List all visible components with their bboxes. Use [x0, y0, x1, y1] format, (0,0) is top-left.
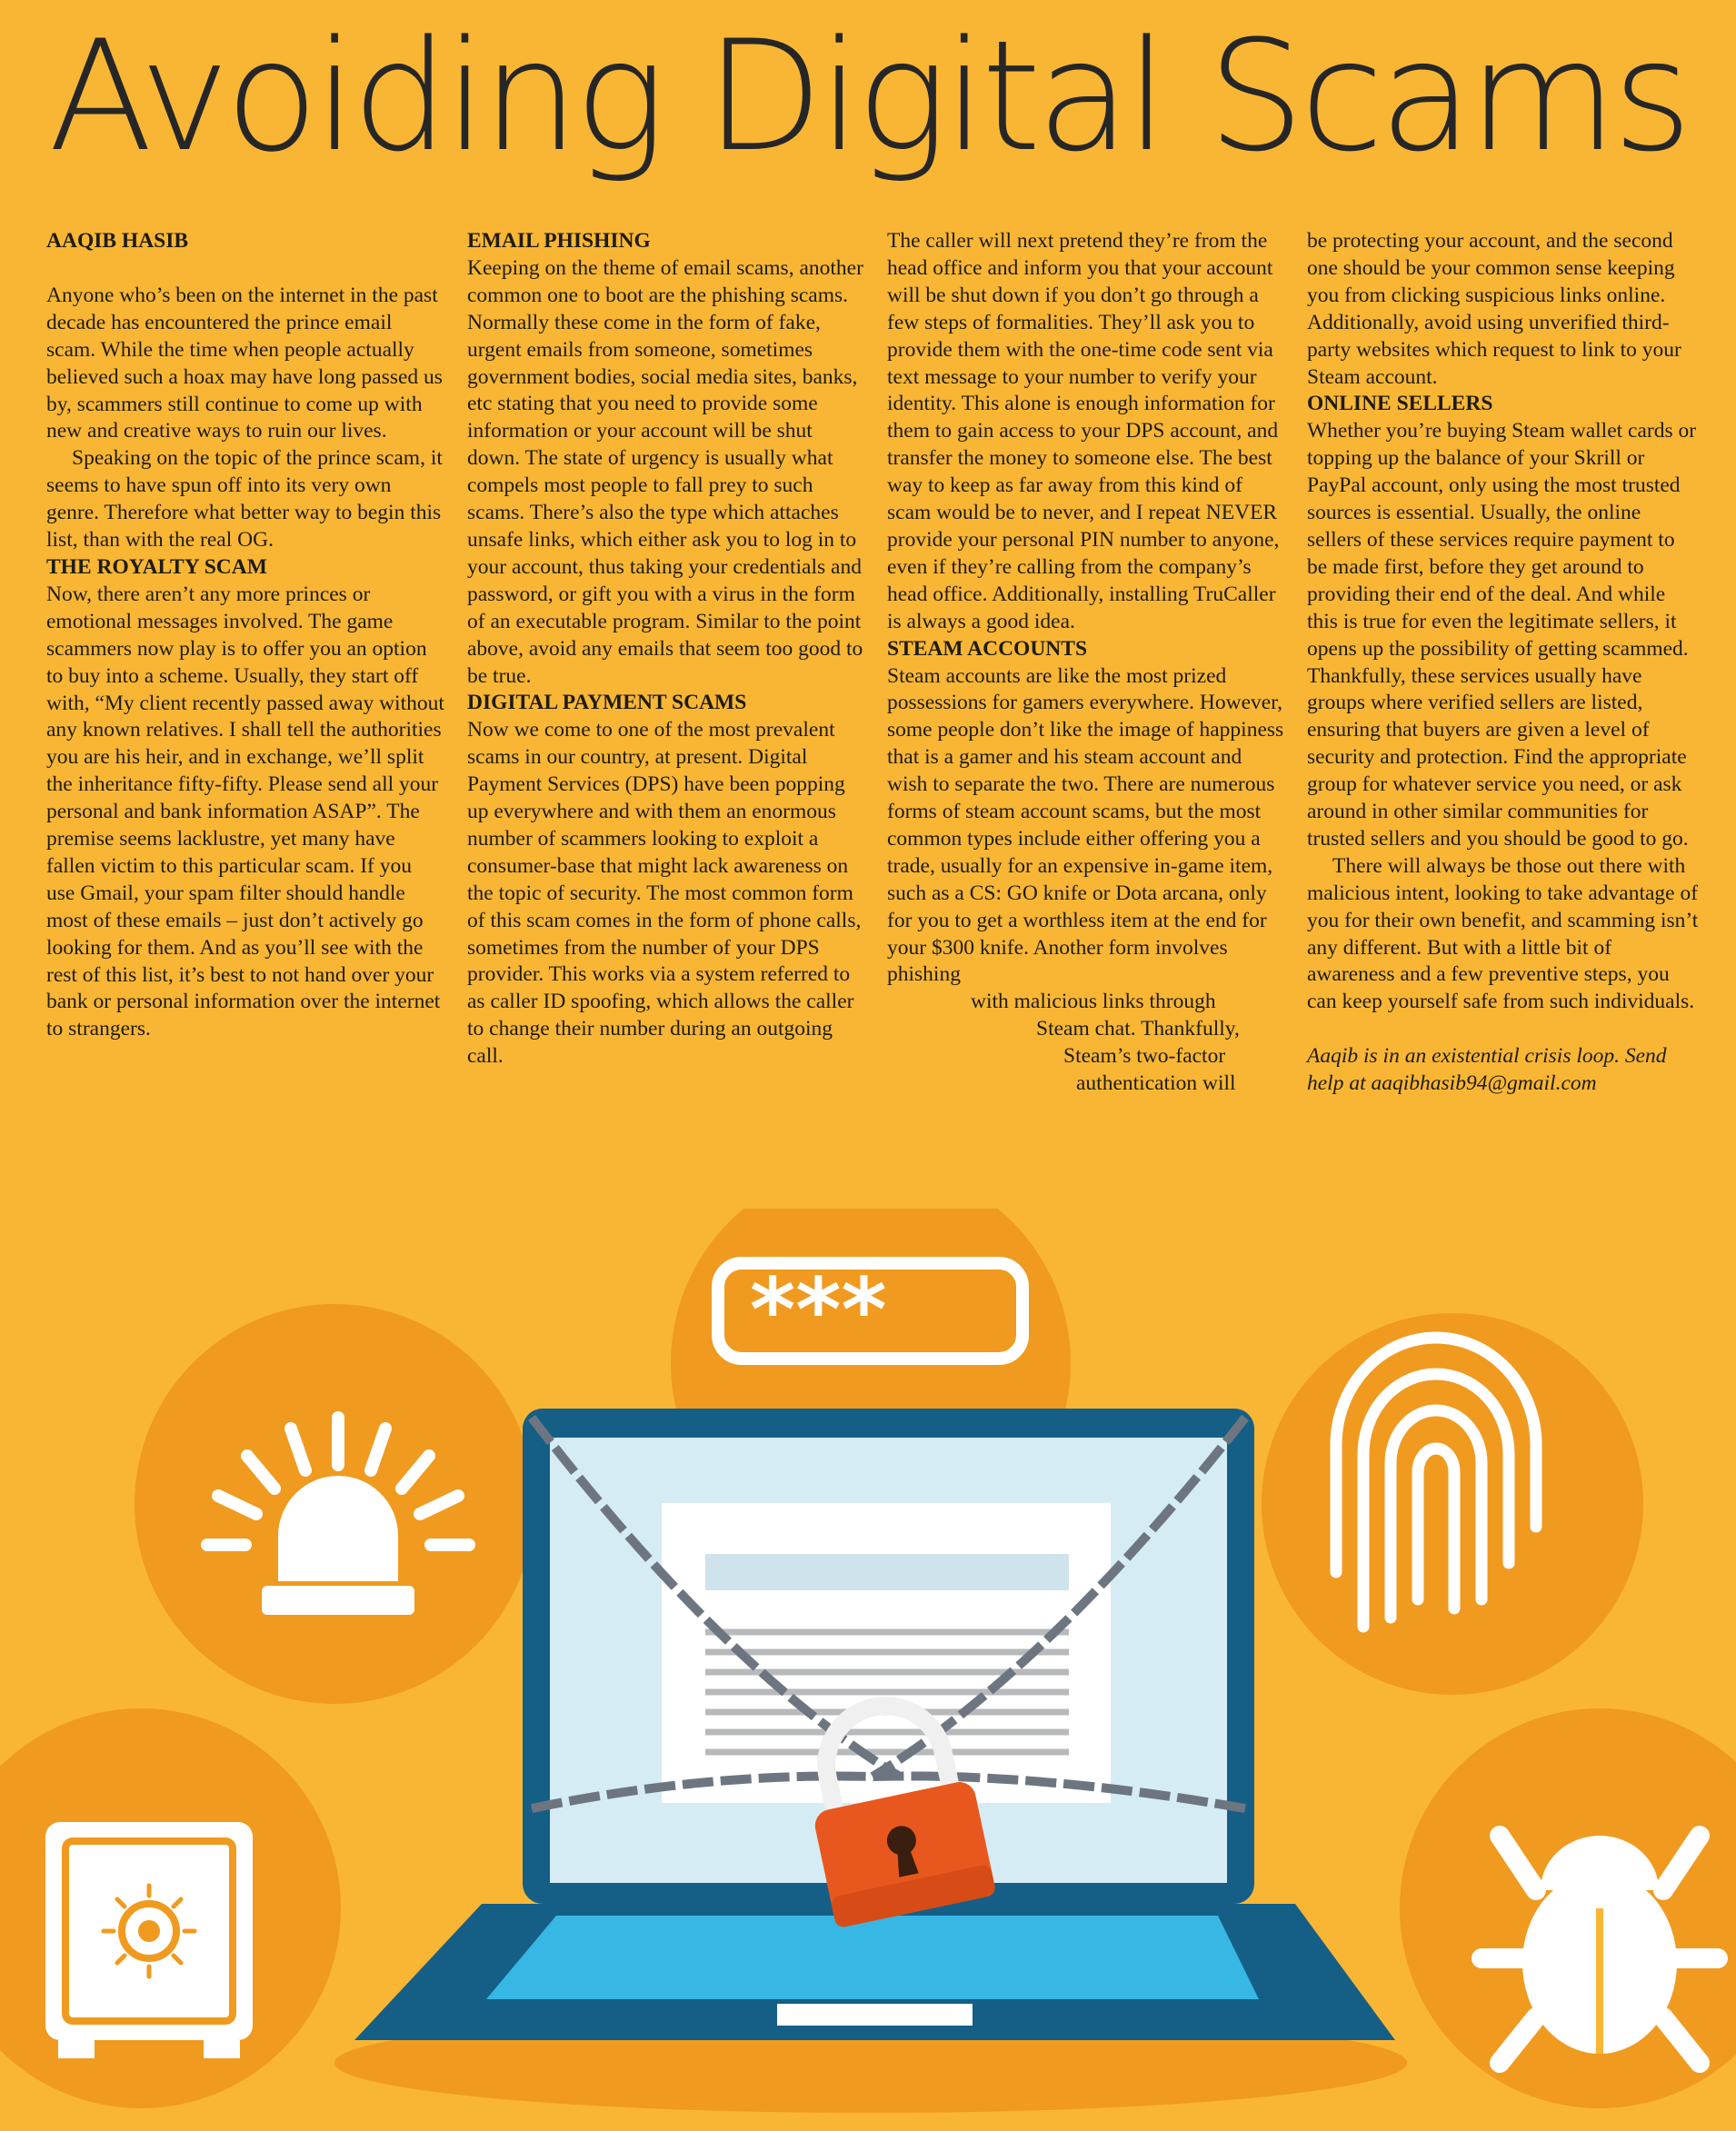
paragraph: Now we come to one of the most prevalent scams in our country, at present. Digital Payment Services (DPS) have been popping up everywhere and with them an enormous number of scammers looking to exploit a consumer-base that might lack awareness on the topic of security. The most common form of this scam comes in the form of phone calls, sometimes from the number of your DPS provider. This works via a system referred to as caller ID spoofing, which allows the caller to change their number during an outgoing call. — [467, 718, 862, 1069]
paragraph: Anyone who’s been on the internet in the past decade has encountered the prince email scam. While the time when people actually believed such a hoax may have long passed us by, scammers still continue to come up with new and creative ways to ruin our lives. — [46, 283, 443, 443]
text-line: Steam’s two-factor — [1063, 1044, 1226, 1069]
author-bio: Aaqib is in an existential crisis loop. Send help at aaqibhasib94@gmail.com — [1307, 1044, 1667, 1096]
section-heading: ONLINE SELLERS — [1307, 392, 1493, 416]
paragraph: be protecting your account, and the second one should be your common sense keeping you from clicking suspicious links online. Additionally, avoid using unverified third-party websites which request to link to your Steam account. — [1307, 229, 1681, 389]
section-heading: EMAIL PHISHING — [467, 229, 651, 253]
page-title: Avoiding Digital Scams — [48, 7, 1688, 185]
section-heading: DIGITAL PAYMENT SCAMS — [467, 691, 747, 715]
column-2 — [467, 228, 865, 1070]
safe-icon — [45, 1822, 253, 2058]
text-line: with malicious links through — [971, 990, 1216, 1014]
text-line: authentication will — [1076, 1071, 1236, 1096]
paragraph: Whether you’re buying Steam wallet cards or topping up the balance of your Skrill or PayPal account, only using the most trusted sources is essential. Usually, the online sellers of these services require payment to be made first, before they get around to providing their end of the deal. And while this is true for even the legitimate sellers, it opens up the possibility of getting scammed. Thankfully, these services usually have groups where verified sellers are listed, ensuring that buyers are given a level of security and protection. Find the appropriate group for whatever service you need, or ask around in other similar communities for trusted sellers and you should be good to go. — [1307, 419, 1697, 851]
paragraph: Steam accounts are like the most prized possessions for gamers everywhere. However, some people don’t like the image of happiness that is a gamer and his steam account and wish to separate the two. There are numerous forms of steam account scams, but the most common types include either offering you a trade, usually for an expensive in-game item, such as a CS: GO knife or Dota arcana, only for you to get a worthless item at the end for your $300 knife. Another form involves phishing — [887, 663, 1284, 987]
security-illustration — [0, 1209, 1736, 2131]
password-text: ***_ — [750, 1260, 931, 1361]
paragraph: Now, there aren’t any more princes or emotional messages involved. The game scammers now play is to offer you an option to buy into a scheme. Usually, they start off with, “My client recently passed away without any known relatives. I shall tell the authorities you are his heir, and in exchange, we’ll split the inheritance fifty-fifty. Please send all your personal and bank information ASAP”. The premise seems lacklustre, yet many have fallen victim to this particular scam. If you use Gmail, your spam filter should handle most of these emails – just don’t actively go looking for them. And as you’ll see with the rest of this list, it’s best to not hand over your bank or personal information over the internet to strangers. — [46, 582, 444, 1041]
paragraph: Keeping on the theme of email scams, another common one to boot are the phishing scams. Normally these come in the form of fake, urgent emails from someone, sometimes government bodies, social media sites, banks, etc stating that you need to provide some information or your account will be shut down. The state of urgency is usually what compels most people to fall prey to such scams. There’s also the type which attaches unsafe links, which either ask you to log in to your account, thus taking your credentials and password, or gift you with a virus in the form of an executable program. Similar to the point above, avoid any emails that seem too good to be true. — [467, 255, 863, 688]
column-1 — [46, 228, 444, 1043]
author-byline: AAQIB HASIB — [46, 229, 189, 253]
paragraph: The caller will next pretend they’re from the head office and inform you that your account will be shut down if you don’t go through a few steps of formalities. They’ll ask you to provide them with the one-time code sent via text message to your number to verify your identity. This alone is enough information for them to gain access to your DPS account, and transfer the money to someone else. The best way to keep as far away from this kind of scam would be to never, and I repeat NEVER provide your personal PIN number to anyone, even if they’re calling from the company’s head office. Additionally, installing TruCaller is always a good idea. — [887, 229, 1280, 633]
text-line: Steam chat. Thankfully, — [1036, 1017, 1240, 1041]
section-heading: THE ROYALTY SCAM — [46, 554, 267, 579]
section-heading: STEAM ACCOUNTS — [887, 636, 1088, 661]
paragraph: There will always be those out there with malicious intent, looking to take advantage of you for their own benefit, and scamming isn’t any different. But with a little bit of awareness and a few preventive steps, you can keep yourself safe from such individuals. — [1307, 853, 1699, 1014]
column-3 — [887, 228, 1285, 1098]
bug-icon — [1482, 1836, 1718, 2063]
paragraph: Speaking on the topic of the prince scam, it seems to have spun off into its very own genre. Therefore what better way to begin this list, than with the real OG. — [46, 446, 443, 553]
column-4 — [1307, 228, 1700, 1098]
